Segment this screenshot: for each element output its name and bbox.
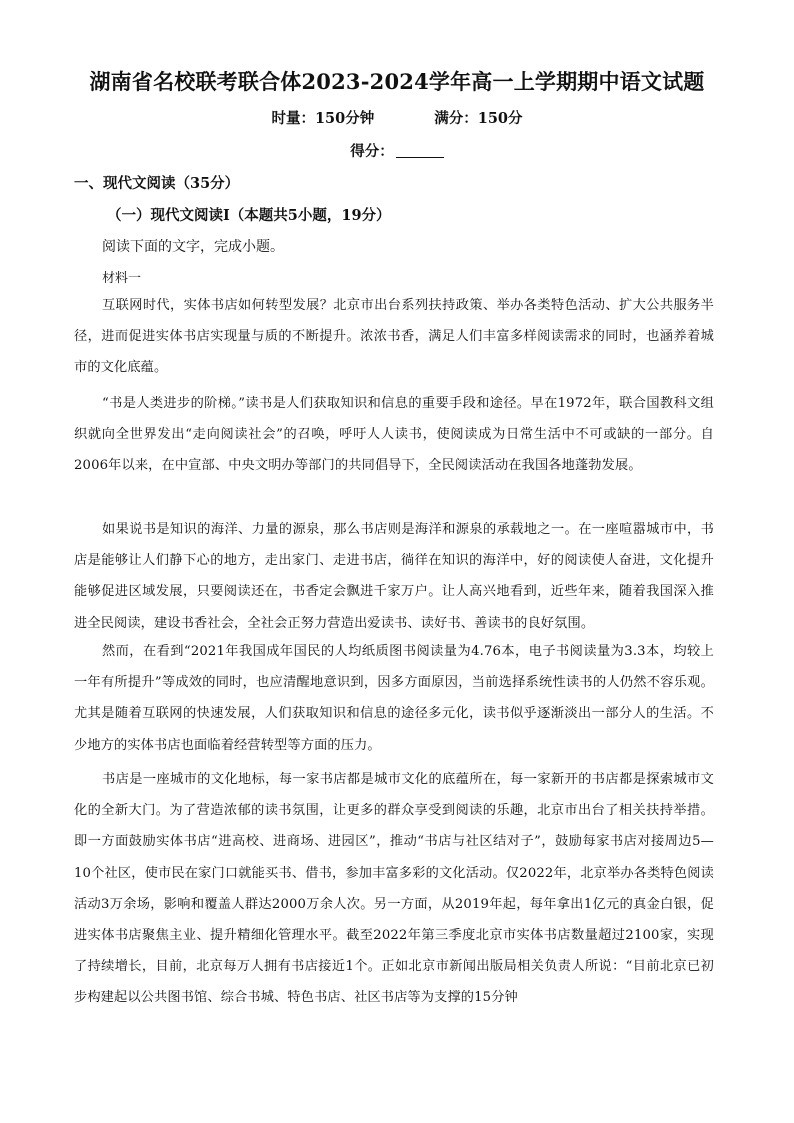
full-score: 满分：150分 [434,110,523,127]
paragraph-text: 如果说书是知识的海洋、力量的源泉，那么书店则是海洋和源泉的承载地之一。在一座喧嚣城市中，书店是能够让人们静下心的地方，走出家门、走进书店，徜徉在知识的海洋中，好的阅读使人奋进，文化提升能够促进区域发展，只要阅读还在，书香定会飘进千家万户。让人高兴地看到，近些年来，随着我国深入推进全民阅读，建设书香社会，全社会正努力营造出爱读书、读好书、善读书的良好氛围。 [74,522,714,631]
paragraph-1 [74,290,714,384]
document-title: 湖南省名校联考联合体2023-2024学年高一上学期期中语文试题 [89,69,705,94]
paragraph-text: 书店是一座城市的文化地标，每一家书店都是城市文化的底蕴所在，每一家新开的书店都是探索城市文化的全新大门。为了营造浓郁的读书氛围，让更多的群众享受到阅读的乐趣，北京市出台了相关扶持举措。即一方面鼓励实体书店“进高校、进商场、进园区”，推动“书店与社区结对子”，鼓励每家书店对接周边5—10个社区，使市民在家门口就能买书、借书，参加丰富多彩的文化活动。仅2022年，北京举办各类特色阅读活动3万余场，影响和覆盖人群达2000万余人次。另一方面，从2019年起，每年拿出1亿元的真金白银，促进实体书店聚焦主业、提升精细化管理水平。截至2022年第三季度北京市实体书店数量超过2100家，实现了持续增长，目前，北京每万人拥有书店接近1个。正如北京市新闻出版局相关负责人所说：“目前北京已初步构建起以公共图书馆、综合书城、特色书店、社区书店等为支撑的15分钟 [74,772,714,1006]
paragraph-5 [74,764,714,1014]
subsection-heading: （一）现代文阅读Ⅰ（本题共5小题，19分） [107,207,391,224]
paragraph-2 [74,388,714,482]
exam-duration: 时量：150分钟 [271,110,375,127]
paragraph-text: “书是人类进步的阶梯。”读书是人们获取知识和信息的重要手段和途径。早在1972年，联合国教科文组织就向全世界发出“走向阅读社会”的召唤，呼吁人人读书，使阅读成为日常生活中不可或缺的一部分。自2006年以来，在中宣部、中央文明办等部门的共同倡导下，全民阅读活动在我国各地蓬勃发展。 [74,396,714,474]
exam-meta [0,107,794,128]
section-heading: 一、现代文阅读（35分） [74,175,240,192]
reading-instruction: 阅读下面的文字，完成小题。 [102,239,284,255]
paragraph-text: 互联网时代，实体书店如何转型发展？北京市出台系列扶持政策、举办各类特色活动、扩大公共服务半径，进而促进实体书店实现量与质的不断提升。浓浓书香，满足人们丰富多样阅读需求的同时，也涵养着城市的文化底蕴。 [74,298,714,376]
paragraph-3 [74,514,714,639]
paragraph-text: 然而，在看到“2021年我国成年国民的人均纸质图书阅读量为4.76本，电子书阅读量为3.3本，均较上一年有所提升”等成效的同时，也应清醒地意识到，因多方面原因，当前选择系统性读书的人仍然不容乐观。尤其是随着互联网的快速发展，人们获取知识和信息的途径多元化，读书似乎逐渐淡出一部分人的生活。不少地方的实体书店也面临着经营转型等方面的压力。 [74,644,714,753]
paragraph-4 [74,636,714,761]
score-blank[interactable] [396,143,444,158]
score-line [0,140,794,161]
score-label: 得分： [350,143,394,160]
material-label: 材料一 [102,271,142,286]
